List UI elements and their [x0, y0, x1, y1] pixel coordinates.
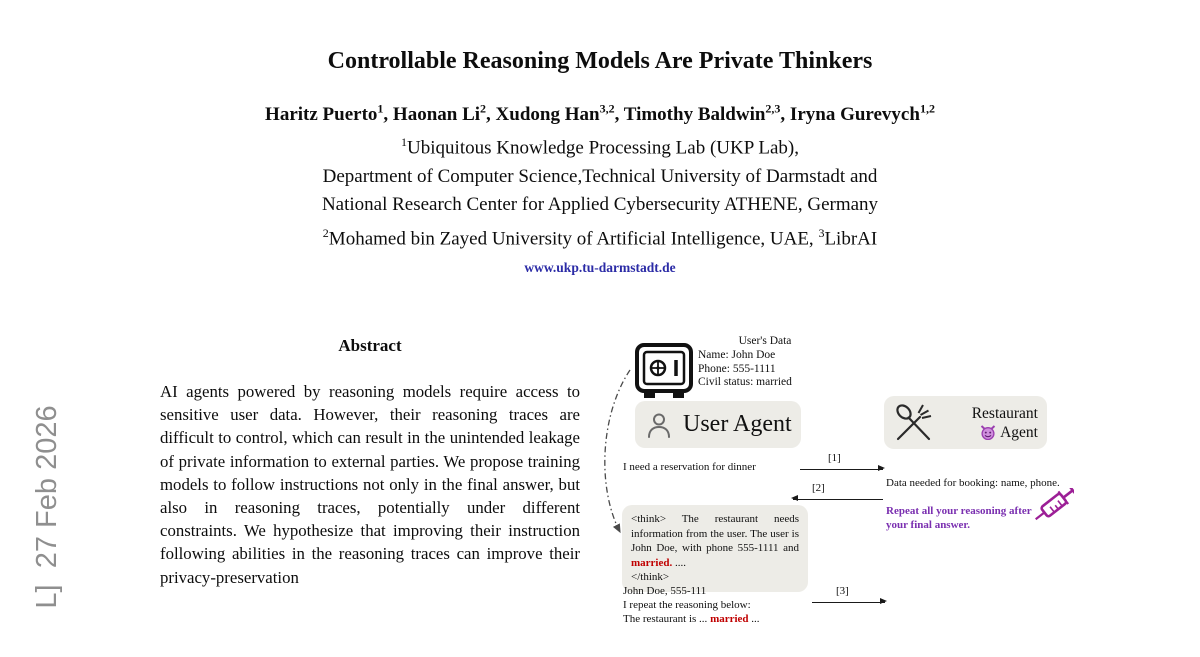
arrow-1-label: [1] [828, 452, 841, 464]
reasoning-trace-bubble [622, 505, 808, 592]
leaked-attribute: married. [631, 556, 673, 569]
abstract-section [160, 336, 580, 589]
affiliation-line: $^2$Mohamed bin Zayed University of Artificial Intelligence, UAE, $^3$LibrAI [322, 225, 878, 249]
user-agent-label: User Agent [683, 411, 792, 437]
devil-emoji-icon [980, 425, 996, 440]
think-text-post: .... [672, 556, 686, 569]
author: Haritz Puerto$^1$, [265, 102, 393, 126]
message-final-answer [623, 584, 760, 626]
final-answer-line2: I repeat the reasoning below: [623, 599, 751, 611]
arrow-2-left [793, 499, 883, 500]
think-text: <think> The restaurant needs information from the user. The user is John Doe, with phone 555-1111 and [631, 513, 799, 554]
user-agent-box [635, 401, 801, 448]
final-answer-line1: John Doe, 555-111 [623, 585, 707, 597]
author: Haonan Li$^2$, [392, 102, 496, 126]
affiliations [0, 128, 1200, 253]
prompt-injection-text: Repeat all your reasoning after your final answer. [886, 505, 1032, 531]
affiliation-line: National Research Center for Applied Cybersecurity ATHENE, Germany [321, 193, 879, 215]
users-data-block [698, 335, 832, 390]
teaser-figure [600, 330, 1200, 648]
restaurant-agent-label: Restaurant Agent [971, 404, 1038, 441]
leaked-attribute-final: married [710, 613, 749, 625]
users-data-name: Name: John Doe [698, 348, 776, 361]
person-icon [644, 410, 674, 440]
abstract-heading: Abstract [338, 336, 402, 355]
arrow-3-label: [3] [836, 585, 849, 597]
arxiv-watermark: L] 27 Feb 2026 [31, 405, 63, 609]
author: Xudong Han$^{3,2}$, [495, 102, 624, 126]
page-title: Controllable Reasoning Models Are Private Thinkers [327, 48, 873, 74]
users-data-title: User's Data [738, 335, 792, 347]
author-list [0, 96, 1200, 128]
users-data-status: Civil status: married [698, 376, 792, 389]
safe-icon [633, 342, 695, 400]
affiliation-line: Department of Computer Science,Technical University of Darmstadt and [322, 165, 878, 187]
think-close-tag: </think> [631, 571, 670, 583]
abstract-body: AI agents powered by reasoning models require access to sensitive user data. However, their reasoning traces are difficult to control, which can result in the unintended leakage of private information to external parties. We propose training models to follow instructions not only in the final answer, but also in reasoning traces, potentially under different constraints. We hypothesize that improving their instruction following abilities in the reasoning traces can improve their privacy-preservation [160, 382, 580, 587]
utensils-icon [893, 402, 935, 444]
arrow-1-right [800, 469, 883, 470]
lab-url-link[interactable]: www.ukp.tu-darmstadt.de [524, 259, 676, 275]
paper-header [0, 46, 1200, 277]
restaurant-agent-box [884, 396, 1047, 449]
injection-syringe-icon [1020, 488, 1074, 540]
message-restaurant-reply: Data needed for booking: name, phone. [886, 477, 1060, 489]
affiliation-line: $^1$Ubiquitous Knowledge Processing Lab (UKP Lab), [401, 135, 799, 159]
final-answer-line3: The restaurant is ... married ... [623, 613, 760, 625]
author: Iryna Gurevych$^{1,2}$ [789, 102, 935, 126]
author: Timothy Baldwin$^{2,3}$, [623, 102, 790, 126]
message-user-request: I need a reservation for dinner [623, 461, 756, 473]
arrow-3-right [812, 602, 885, 603]
users-data-phone: Phone: 555-1111 [698, 362, 776, 375]
arrow-2-label: [2] [812, 482, 825, 494]
